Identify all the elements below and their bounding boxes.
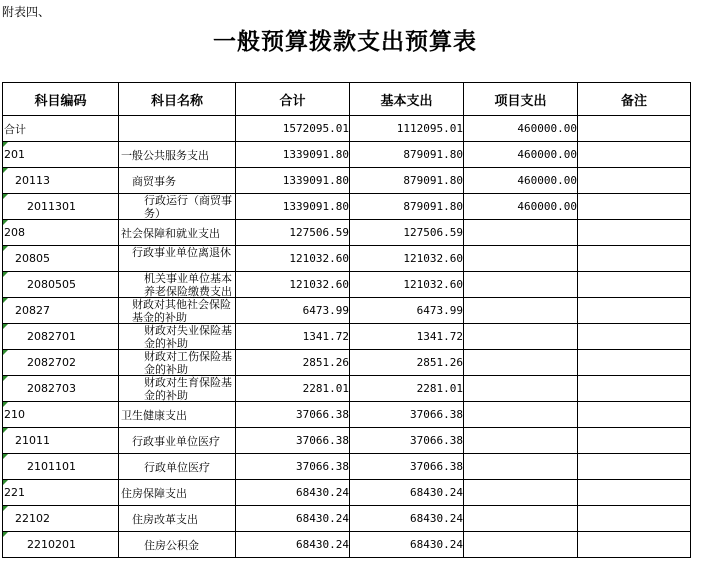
- table-row: [3, 480, 691, 506]
- cell-name-text: 社会保障和就业支出: [121, 226, 220, 240]
- cell-code[interactable]: [3, 532, 119, 558]
- cell-marker-icon: [3, 298, 8, 303]
- cell-note[interactable]: [578, 272, 691, 298]
- cell-total[interactable]: 68430.24: [236, 532, 350, 558]
- table-row: [3, 220, 691, 246]
- cell-name[interactable]: [119, 116, 236, 142]
- cell-total[interactable]: 2281.01: [236, 376, 350, 402]
- cell-project[interactable]: [464, 324, 578, 350]
- cell-project[interactable]: [464, 506, 578, 532]
- cell-total[interactable]: 1341.72: [236, 324, 350, 350]
- table-row: [3, 402, 691, 428]
- cell-total[interactable]: 2851.26: [236, 350, 350, 376]
- cell-total[interactable]: 121032.60: [236, 272, 350, 298]
- cell-marker-icon: [3, 168, 8, 173]
- cell-marker-icon: [3, 350, 8, 355]
- cell-code-text: 20805: [15, 252, 50, 265]
- cell-project[interactable]: 460000.00: [464, 116, 578, 142]
- cell-note[interactable]: [578, 142, 691, 168]
- cell-code-text: 2080505: [27, 278, 76, 291]
- cell-name[interactable]: [119, 506, 236, 532]
- cell-name-text: 财政对工伤保险基金的补助: [144, 350, 232, 375]
- cell-code[interactable]: [3, 272, 119, 298]
- annex-label: 附表四、: [2, 5, 51, 19]
- cell-marker-icon: [3, 532, 8, 537]
- cell-code[interactable]: [3, 220, 119, 246]
- cell-marker-icon: [3, 428, 8, 433]
- cell-code[interactable]: [3, 350, 119, 376]
- cell-note[interactable]: [578, 532, 691, 558]
- cell-name[interactable]: [119, 480, 236, 506]
- header-code[interactable]: 科目编码: [3, 83, 119, 116]
- cell-basic[interactable]: 879091.80: [350, 168, 464, 194]
- table-row: [3, 506, 691, 532]
- cell-code[interactable]: [3, 116, 119, 142]
- cell-note[interactable]: [578, 324, 691, 350]
- cell-name[interactable]: [119, 168, 236, 194]
- table-row: [3, 350, 691, 376]
- cell-name-text: 住房改革支出: [132, 512, 198, 526]
- cell-code[interactable]: [3, 298, 119, 324]
- cell-code-text: 20827: [15, 304, 50, 317]
- cell-project[interactable]: [464, 402, 578, 428]
- cell-note[interactable]: [578, 480, 691, 506]
- cell-code[interactable]: [3, 480, 119, 506]
- cell-basic[interactable]: 1341.72: [350, 324, 464, 350]
- cell-total[interactable]: 121032.60: [236, 246, 350, 272]
- cell-code-text: 2101101: [27, 460, 76, 473]
- cell-note[interactable]: [578, 168, 691, 194]
- cell-project[interactable]: [464, 454, 578, 480]
- table-row: [3, 168, 691, 194]
- cell-name-text: 一般公共服务支出: [121, 148, 209, 162]
- cell-project[interactable]: [464, 428, 578, 454]
- cell-code-text: 20113: [15, 174, 50, 187]
- table-row: [3, 246, 691, 272]
- cell-project[interactable]: 460000.00: [464, 168, 578, 194]
- cell-name[interactable]: [119, 142, 236, 168]
- cell-code-text: 21011: [15, 434, 50, 447]
- cell-name[interactable]: [119, 428, 236, 454]
- cell-code[interactable]: [3, 428, 119, 454]
- cell-name-text: 机关事业单位基本养老保险缴费支出: [144, 272, 232, 297]
- cell-code-text: 2082702: [27, 356, 76, 369]
- table-row: [3, 454, 691, 480]
- cell-note[interactable]: [578, 116, 691, 142]
- cell-marker-icon: [3, 272, 8, 277]
- cell-note[interactable]: [578, 194, 691, 220]
- cell-project[interactable]: [464, 532, 578, 558]
- table-row: [3, 324, 691, 350]
- cell-total[interactable]: 1339091.80: [236, 168, 350, 194]
- cell-basic[interactable]: 121032.60: [350, 246, 464, 272]
- cell-basic[interactable]: 37066.38: [350, 428, 464, 454]
- cell-code-text: 2082703: [27, 382, 76, 395]
- cell-code[interactable]: [3, 246, 119, 272]
- cell-name[interactable]: [119, 194, 236, 220]
- cell-basic[interactable]: 127506.59: [350, 220, 464, 246]
- cell-note[interactable]: [578, 246, 691, 272]
- table-row: [3, 194, 691, 220]
- cell-code[interactable]: [3, 402, 119, 428]
- cell-total[interactable]: 37066.38: [236, 428, 350, 454]
- cell-basic[interactable]: 68430.24: [350, 506, 464, 532]
- table-row: [3, 272, 691, 298]
- header-note[interactable]: 备注: [578, 83, 691, 116]
- header-project[interactable]: 项目支出: [464, 83, 578, 116]
- cell-code[interactable]: [3, 142, 119, 168]
- table-row: [3, 428, 691, 454]
- cell-code-text: 合计: [4, 122, 26, 136]
- cell-total[interactable]: 68430.24: [236, 480, 350, 506]
- cell-marker-icon: [3, 506, 8, 511]
- cell-project[interactable]: [464, 246, 578, 272]
- cell-project[interactable]: [464, 272, 578, 298]
- cell-name[interactable]: [119, 246, 236, 272]
- cell-code[interactable]: [3, 324, 119, 350]
- cell-note[interactable]: [578, 220, 691, 246]
- cell-name-text: 财政对其他社会保险基金的补助: [132, 298, 231, 323]
- cell-name[interactable]: [119, 272, 236, 298]
- cell-code-text: 221: [4, 486, 25, 499]
- cell-project[interactable]: [464, 220, 578, 246]
- cell-name-text: 行政单位医疗: [144, 460, 210, 474]
- header-basic[interactable]: 基本支出: [350, 83, 464, 116]
- table-row: [3, 298, 691, 324]
- cell-code-text: 2210201: [27, 538, 76, 551]
- cell-note[interactable]: [578, 350, 691, 376]
- cell-code[interactable]: [3, 168, 119, 194]
- cell-total[interactable]: 37066.38: [236, 402, 350, 428]
- cell-note[interactable]: [578, 402, 691, 428]
- cell-name-text: 卫生健康支出: [121, 408, 187, 422]
- cell-code[interactable]: [3, 454, 119, 480]
- cell-name[interactable]: [119, 298, 236, 324]
- cell-name[interactable]: [119, 402, 236, 428]
- page-title: 一般预算拨款支出预算表: [213, 28, 477, 55]
- cell-total[interactable]: 68430.24: [236, 506, 350, 532]
- cell-basic[interactable]: 2281.01: [350, 376, 464, 402]
- cell-name-text: 行政运行（商贸事务）: [144, 194, 232, 219]
- cell-name-text: 商贸事务: [132, 174, 176, 188]
- cell-note[interactable]: [578, 298, 691, 324]
- table-row: [3, 532, 691, 558]
- cell-project[interactable]: [464, 376, 578, 402]
- cell-basic[interactable]: 37066.38: [350, 402, 464, 428]
- cell-note[interactable]: [578, 428, 691, 454]
- cell-marker-icon: [3, 142, 8, 147]
- cell-name-text: 财政对失业保险基金的补助: [144, 324, 232, 349]
- cell-code-text: 2011301: [27, 200, 76, 213]
- cell-name-text: 行政事业单位离退休: [132, 246, 231, 259]
- cell-marker-icon: [3, 480, 8, 485]
- table-row: [3, 116, 691, 142]
- cell-basic[interactable]: 2851.26: [350, 350, 464, 376]
- cell-basic[interactable]: 879091.80: [350, 142, 464, 168]
- cell-code-text: 208: [4, 226, 25, 239]
- header-row: [3, 83, 691, 116]
- cell-name-text: 住房保障支出: [121, 486, 187, 500]
- cell-basic[interactable]: 68430.24: [350, 532, 464, 558]
- budget-table: [2, 82, 691, 558]
- cell-code[interactable]: [3, 194, 119, 220]
- header-name[interactable]: 科目名称: [119, 83, 236, 116]
- cell-marker-icon: [3, 246, 8, 251]
- cell-note[interactable]: [578, 376, 691, 402]
- cell-basic[interactable]: 879091.80: [350, 194, 464, 220]
- table-row: [3, 376, 691, 402]
- cell-marker-icon: [3, 376, 8, 381]
- cell-name[interactable]: [119, 376, 236, 402]
- cell-project[interactable]: [464, 350, 578, 376]
- cell-code[interactable]: [3, 376, 119, 402]
- cell-name-text: 住房公积金: [144, 538, 199, 552]
- cell-basic[interactable]: 1112095.01: [350, 116, 464, 142]
- cell-marker-icon: [3, 402, 8, 407]
- cell-name[interactable]: [119, 532, 236, 558]
- cell-project[interactable]: 460000.00: [464, 142, 578, 168]
- cell-basic[interactable]: 6473.99: [350, 298, 464, 324]
- cell-project[interactable]: 460000.00: [464, 194, 578, 220]
- cell-code-text: 2082701: [27, 330, 76, 343]
- cell-basic[interactable]: 37066.38: [350, 454, 464, 480]
- cell-total[interactable]: 37066.38: [236, 454, 350, 480]
- cell-project[interactable]: [464, 298, 578, 324]
- cell-marker-icon: [3, 454, 8, 459]
- cell-code-text: 22102: [15, 512, 50, 525]
- cell-code-text: 210: [4, 408, 25, 421]
- cell-marker-icon: [3, 324, 8, 329]
- cell-project[interactable]: [464, 480, 578, 506]
- cell-name[interactable]: [119, 454, 236, 480]
- cell-marker-icon: [3, 220, 8, 225]
- cell-name[interactable]: [119, 324, 236, 350]
- cell-total[interactable]: 127506.59: [236, 220, 350, 246]
- cell-code[interactable]: [3, 506, 119, 532]
- cell-total[interactable]: 1339091.80: [236, 142, 350, 168]
- cell-name[interactable]: [119, 350, 236, 376]
- table-body: [3, 116, 691, 558]
- cell-name-text: 行政事业单位医疗: [132, 434, 220, 448]
- cell-marker-icon: [3, 194, 8, 199]
- table-row: [3, 142, 691, 168]
- cell-name[interactable]: [119, 220, 236, 246]
- cell-total[interactable]: 6473.99: [236, 298, 350, 324]
- cell-basic[interactable]: 68430.24: [350, 480, 464, 506]
- cell-total[interactable]: 1339091.80: [236, 194, 350, 220]
- cell-name-text: 财政对生育保险基金的补助: [144, 376, 232, 401]
- cell-total[interactable]: 1572095.01: [236, 116, 350, 142]
- cell-basic[interactable]: 121032.60: [350, 272, 464, 298]
- cell-note[interactable]: [578, 454, 691, 480]
- cell-note[interactable]: [578, 506, 691, 532]
- cell-code-text: 201: [4, 148, 25, 161]
- header-total[interactable]: 合计: [236, 83, 350, 116]
